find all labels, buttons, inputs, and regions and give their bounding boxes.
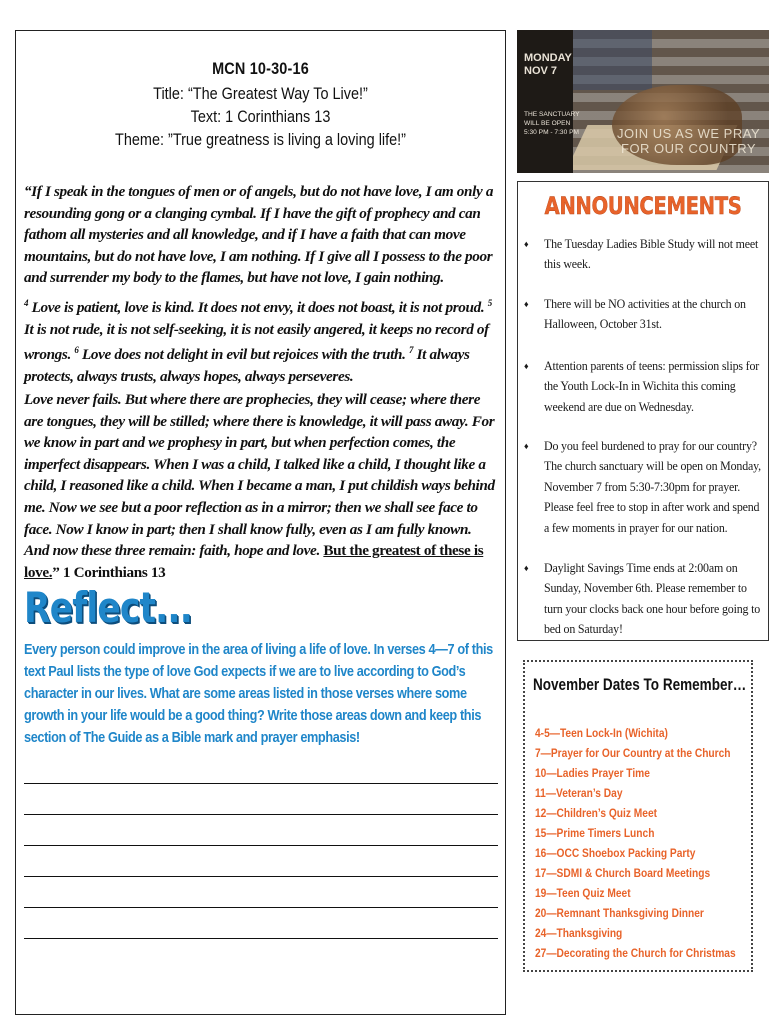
november-dates-panel — [523, 660, 753, 972]
sermon-title: Title: “The Greatest Way To Live!” — [153, 84, 368, 103]
sermon-text-reference: Text: 1 Corinthians 13 — [190, 107, 331, 126]
date-item: 16—OCC Shoebox Packing Party — [535, 846, 696, 860]
announcements-panel — [517, 181, 769, 641]
photo-sanctuary-hours — [524, 110, 580, 137]
writing-line[interactable] — [24, 783, 498, 784]
prayer-event-photo — [517, 30, 769, 173]
verse-number: 5 — [487, 298, 492, 308]
photo-caption-line: WILL BE OPEN — [524, 120, 571, 127]
announcement-text: Daylight Savings Time ends at 2:00am on Sunday, November 6th. Please remember to turn your clocks back one hour before going to bed on Saturday! — [544, 560, 761, 637]
verse-number: 4 — [24, 298, 29, 308]
date-item: 7—Prayer for Our Country at the Church — [535, 746, 731, 760]
scripture-text: It always protects, always trusts, always hopes, always perseveres. — [24, 346, 470, 385]
scripture-paragraph-3 — [24, 389, 497, 583]
scripture-text: Love does not delight in evil but rejoices with the truth. — [78, 346, 409, 364]
announcement-item — [524, 294, 760, 335]
scripture-emphasis: But the greatest of these is love. — [24, 542, 484, 581]
scripture-text: It is not rude, it is not self-seeking, it is not easily angered, it keeps no record of wrongs. — [24, 320, 489, 364]
date-item: 17—SDMI & Church Board Meetings — [535, 866, 711, 880]
sermon-theme: Theme: ”True greatness is living a loving life!” — [115, 130, 406, 149]
announcement-item — [524, 234, 760, 275]
verse-number: 7 — [408, 345, 414, 356]
announcement-text: The Tuesday Ladies Bible Study will not meet this week. — [544, 236, 759, 272]
writing-line[interactable] — [24, 814, 498, 815]
flag-canton-image — [572, 30, 652, 90]
announcement-text: Attention parents of teens: permission slips for the Youth Lock-In in Wichita this coming weekend are due on Wednesday. — [544, 358, 760, 414]
diamond-bullet-icon: ♦ — [524, 239, 529, 249]
date-item: 24—Thanksgiving — [535, 926, 623, 940]
photo-date — [524, 52, 572, 78]
date-item: 19—Teen Quiz Meet — [535, 886, 631, 900]
scripture-reference: ” 1 Corinthians 13 — [52, 563, 166, 581]
date-item: 27—Decorating the Church for Christmas — [535, 946, 736, 960]
diamond-bullet-icon: ♦ — [524, 361, 529, 371]
announcements-heading: ANNOUNCEMENTS — [544, 192, 742, 220]
date-item: 11—Veteran’s Day — [535, 786, 623, 800]
sermon-notes-panel — [15, 30, 506, 1015]
writing-line[interactable] — [24, 876, 498, 877]
writing-line[interactable] — [24, 938, 498, 939]
announcement-text: Do you feel burdened to pray for our country? The church sanctuary will be open on Monday, November 7 from 5:30-7:30pm for prayer. Please feel free to stop in after work and spend a few moments in prayer for our nation. — [544, 438, 761, 535]
photo-day: MONDAY — [524, 52, 572, 64]
date-item: 4-5—Teen Lock-In (Wichita) — [535, 726, 668, 740]
writing-line[interactable] — [24, 845, 498, 846]
writing-line[interactable] — [24, 907, 498, 908]
announcement-item — [524, 436, 760, 538]
november-dates-heading: November Dates To Remember… — [533, 676, 747, 694]
sermon-date-code: MCN 10-30-16 — [212, 59, 309, 78]
date-item: 10—Ladies Prayer Time — [535, 766, 650, 780]
announcement-item — [524, 558, 760, 640]
photo-join-line: JOIN US AS WE PRAY — [617, 126, 761, 141]
date-item: 15—Prime Timers Lunch — [535, 826, 655, 840]
photo-join-text — [617, 126, 760, 156]
diamond-bullet-icon: ♦ — [524, 299, 529, 309]
reflect-heading: Reflect... — [24, 583, 192, 632]
photo-join-line: FOR OUR COUNTRY — [621, 141, 757, 156]
scripture-paragraph-1 — [24, 181, 497, 289]
photo-day-date: NOV 7 — [524, 65, 558, 77]
date-item: 12—Children’s Quiz Meet — [535, 806, 658, 820]
announcement-text: There will be NO activities at the church on Halloween, October 31st. — [544, 296, 746, 332]
announcement-item — [524, 356, 760, 417]
sermon-header — [16, 59, 505, 150]
reflect-prompt: Every person could improve in the area of living a life of love. In verses 4—7 of this text Paul lists the type of love God expects if we are to live according to God’s character in our lives. What are some areas listed in those verses where some growth in your life would be a good thing? Write those areas down and keep this section of The Guide as a Bible mark and prayer emphasis! — [24, 642, 493, 746]
scripture-text: “If I speak in the tongues of men or of angels, but do not have love, I am only a resounding gong or a clanging cymbal. If I have the gift of prophecy and can fathom all mysteries and all knowledge, and if I have a faith that can move mountains, but do not have love, I am nothing. If I give all I possess to the poor and surrender my body to the flames, but have not love, I gain nothing. — [24, 183, 494, 287]
scripture-text: Love is patient, love is kind. It does not envy, it does not boast, it is not proud. — [28, 299, 488, 317]
photo-caption-line: 5:30 PM - 7:30 PM — [524, 129, 579, 136]
diamond-bullet-icon: ♦ — [524, 563, 529, 573]
scripture-text: Love never fails. But where there are prophecies, they will cease; where there are tongues, they will be stilled; where there is knowledge, it will pass away. For we know in part and we prophesy in part, but when perfection comes, the imperfect disappears. When I was a child, I talked like a child, I thought like a child, I reasoned like a child. When I became a man, I put childish ways behind me. Now we see but a poor reflection as in a mirror; then we shall see face to face. Now I know in part; then I shall know fully, even as I am fully known. And now these three remain: faith, hope and love. — [24, 391, 495, 560]
photo-caption-line: THE SANCTUARY — [524, 111, 580, 118]
diamond-bullet-icon: ♦ — [524, 441, 529, 451]
scripture-paragraph-2 — [24, 293, 497, 388]
verse-number: 6 — [74, 345, 79, 356]
date-item: 20—Remnant Thanksgiving Dinner — [535, 906, 704, 920]
